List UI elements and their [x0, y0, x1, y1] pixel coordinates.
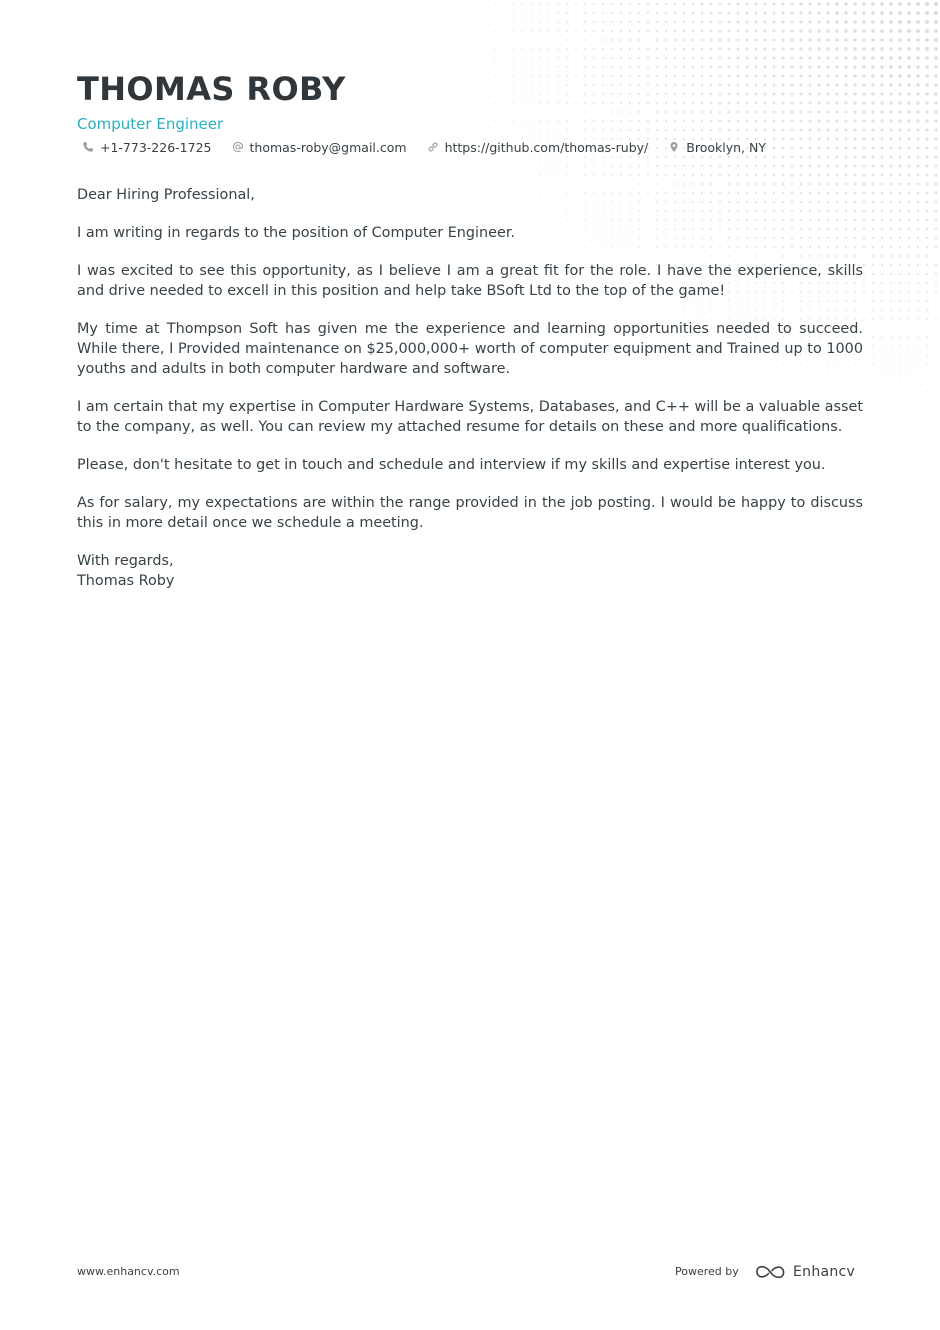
brand-name: Enhancv [793, 1264, 856, 1280]
applicant-title: Computer Engineer [77, 115, 224, 133]
contact-phone[interactable] [82, 140, 212, 155]
at-sign-icon [232, 141, 244, 153]
link-text: https://github.com/thomas-ruby/ [444, 139, 649, 155]
phone-icon [82, 141, 94, 153]
footer-powered-by: Powered by [675, 1265, 739, 1278]
link-icon [427, 141, 439, 153]
letter-paragraph: As for salary, my expectations are within the range provided in the job posting. I would be happy to discuss this in more detail once we schedule a meeting. [77, 495, 863, 531]
letter-paragraph: I am certain that my expertise in Computer Hardware Systems, Databases, and C++ will be a valuable asset to the company, as well. You can review my attached resume for details on these and more qualifications. [77, 399, 863, 435]
letter-paragraph: My time at Thompson Soft has given me the experience and learning opportunities needed to succeed. While there, I Provided maintenance on $25,000,000+ worth of computer equipment and Trained up to 1000 youths and adults in both computer hardware and software. [77, 321, 863, 377]
letter-paragraph: I was excited to see this opportunity, as I believe I am a great fit for the role. I have the experience, skills and drive needed to excell in this position and help take BSoft Ltd to the top of the game! [77, 263, 863, 299]
letter-paragraph: Please, don't hesitate to get in touch and schedule and interview if my skills and expertise interest you. [77, 457, 826, 473]
contact-email[interactable] [232, 140, 407, 155]
footer-website-link[interactable]: www.enhancv.com [77, 1265, 180, 1278]
location-text: Brooklyn, NY [686, 139, 766, 155]
map-pin-icon [668, 141, 680, 153]
letter-greeting: Dear Hiring Professional, [77, 187, 255, 203]
phone-text: +1-773-226-1725 [100, 139, 212, 155]
letter-signature: Thomas Roby [77, 573, 175, 589]
enhancv-logo-icon [755, 1264, 787, 1280]
contact-link[interactable] [427, 140, 649, 155]
letter-closing: With regards, [77, 553, 174, 569]
email-text: thomas-roby@gmail.com [249, 139, 407, 155]
letter-paragraph: I am writing in regards to the position of Computer Engineer. [77, 225, 516, 241]
applicant-name: THOMAS ROBY [77, 70, 346, 108]
letter-paragraphs [77, 223, 863, 533]
letter-body [77, 185, 863, 591]
contact-bar [82, 139, 766, 155]
contact-location [668, 140, 766, 155]
brand-logo[interactable] [755, 1262, 855, 1282]
